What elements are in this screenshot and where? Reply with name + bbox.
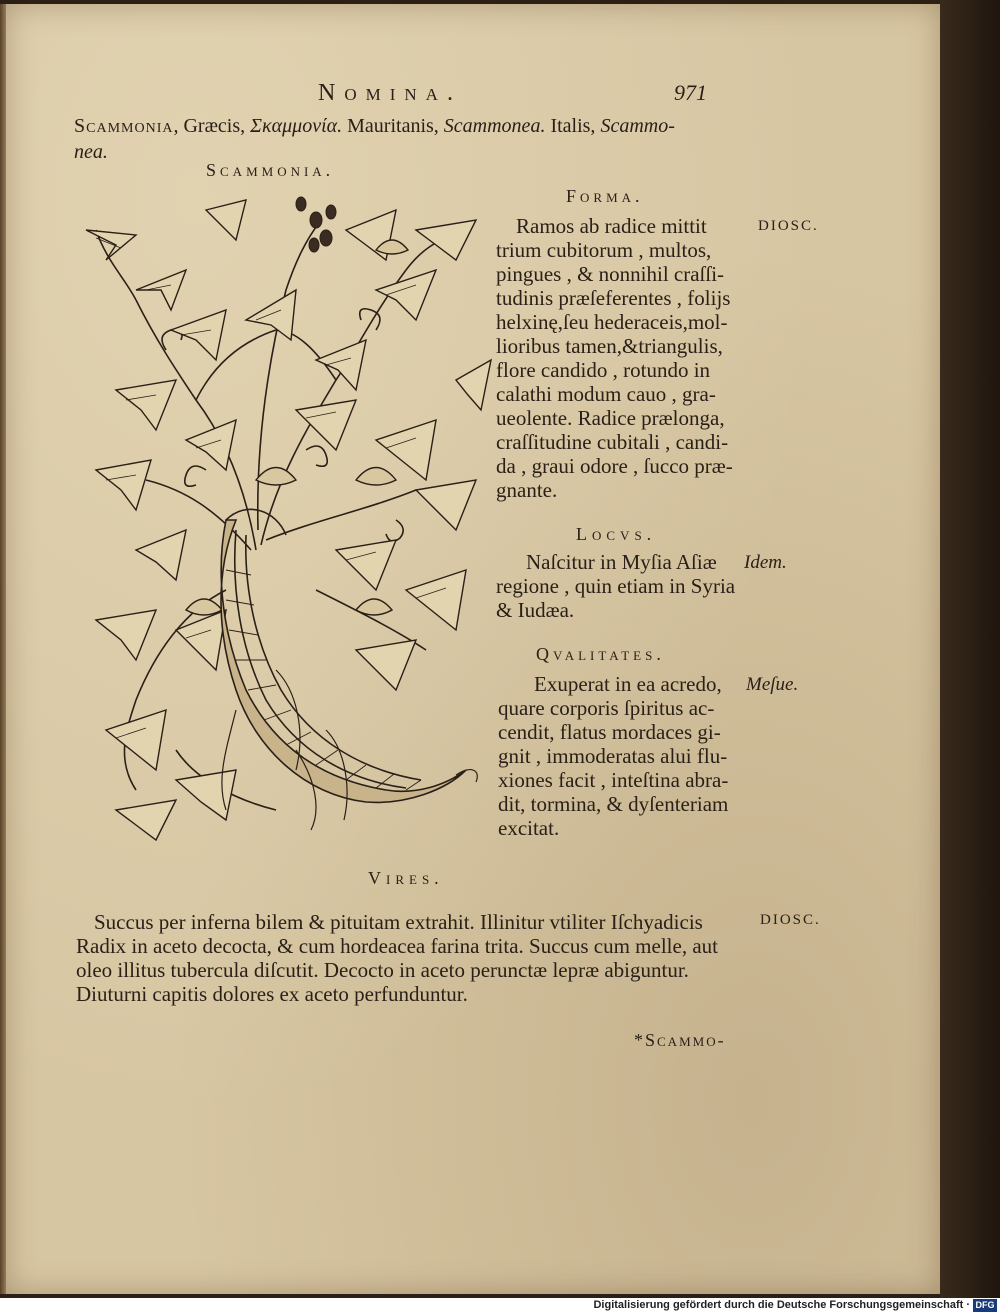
scammonia-woodcut-illustration [76,190,496,850]
names-line-continuation: nea. [74,141,108,163]
locus-line: regione , quin etiam in Syria [496,574,736,598]
names-segment: Italis, [545,115,601,137]
forma-line: lioribus tamen,&triangulis, [496,334,723,358]
forma-line: craſſitudine cubitali , candi- [496,430,729,454]
vires-text [76,910,718,1006]
forma-line: Ramos ab radice mittit [516,214,707,238]
page-header-title: Nomina. [318,80,462,106]
forma-line: helxinę,ſeu hederaceis,mol- [496,310,728,334]
vires-line: Diuturni capitis dolores ex aceto perfunduntur. [76,982,468,1006]
footer-credit: Digitalisierung gefördert durch die Deutsche Forschungsgemeinschaft · [593,1299,970,1311]
names-segment: Σκαμμονία. [250,115,343,137]
forma-line: calathi modum cauo , gra- [496,382,716,406]
qualitates-line: quare corporis ſpiritus ac- [498,696,715,720]
vires-line: Succus per inferna bilem & pituitam extrahit. Illinitur vtiliter Iſchyadicis [94,910,703,934]
forma-line: pingues , & nonnihil craſſi- [496,262,725,286]
forma-line: tudinis præſeferentes , folijs [496,286,731,310]
forma-line: trium cubitorum , multos, [496,238,712,262]
page-number: 971 [674,80,707,105]
vires-heading: Vires. [368,868,444,888]
qualitates-line: gnit , immoderatas alui flu- [498,744,728,768]
locus-margin-note: Idem. [744,552,787,573]
locus-line: Naſcitur in Myſia Aſiæ [526,550,717,574]
vires-margin-note: DIOSC. [760,912,821,928]
forma-line: gnante. [496,478,558,502]
names-segment: Scammonia [74,115,174,137]
vires-line: Radix in aceto decocta, & cum hordeacea farina trita. Succus cum melle, aut [76,934,718,958]
figure-caption: Scammonia. [206,160,335,180]
forma-text [496,214,733,502]
qualitates-heading: Qvalitates. [536,644,665,664]
forma-margin-note: DIOSC. [758,218,819,234]
forma-line: da , graui odore , ſucco præ- [496,454,733,478]
qualitates-line: xiones facit , inteſtina abra- [498,768,729,792]
page-edge-shadow [940,0,1000,1314]
names-line [74,114,675,138]
dfg-logo-icon: DFG [973,1299,997,1312]
names-segment: Scammo- [600,115,675,137]
qualitates-line: cendit, flatus mordaces gi- [498,720,721,744]
locus-heading: Locvs. [576,524,657,544]
forma-line: ueolente. Radice prælonga, [496,406,725,430]
forma-line: flore candido , rotundo in [496,358,711,382]
names-segment: Scammonea. [443,115,546,137]
locus-text [496,550,736,622]
catchword: *Scammo- [634,1030,726,1050]
qualitates-line: excitat. [498,816,560,840]
qualitates-text [498,672,729,840]
names-segment: Mauritanis, [342,115,444,137]
names-segment: , Græcis, [173,115,251,137]
locus-line: & Iudæa. [496,598,575,622]
qualitates-line: dit, tormina, & dyſenteriam [498,792,729,816]
vires-line: oleo illitus tubercula diſcutit. Decocto in aceto perunctæ lepræ abiguntur. [76,958,689,982]
qualitates-margin-note: Meſue. [746,674,799,695]
forma-heading: Forma. [566,186,644,206]
qualitates-line: Exuperat in ea acredo, [534,672,722,696]
